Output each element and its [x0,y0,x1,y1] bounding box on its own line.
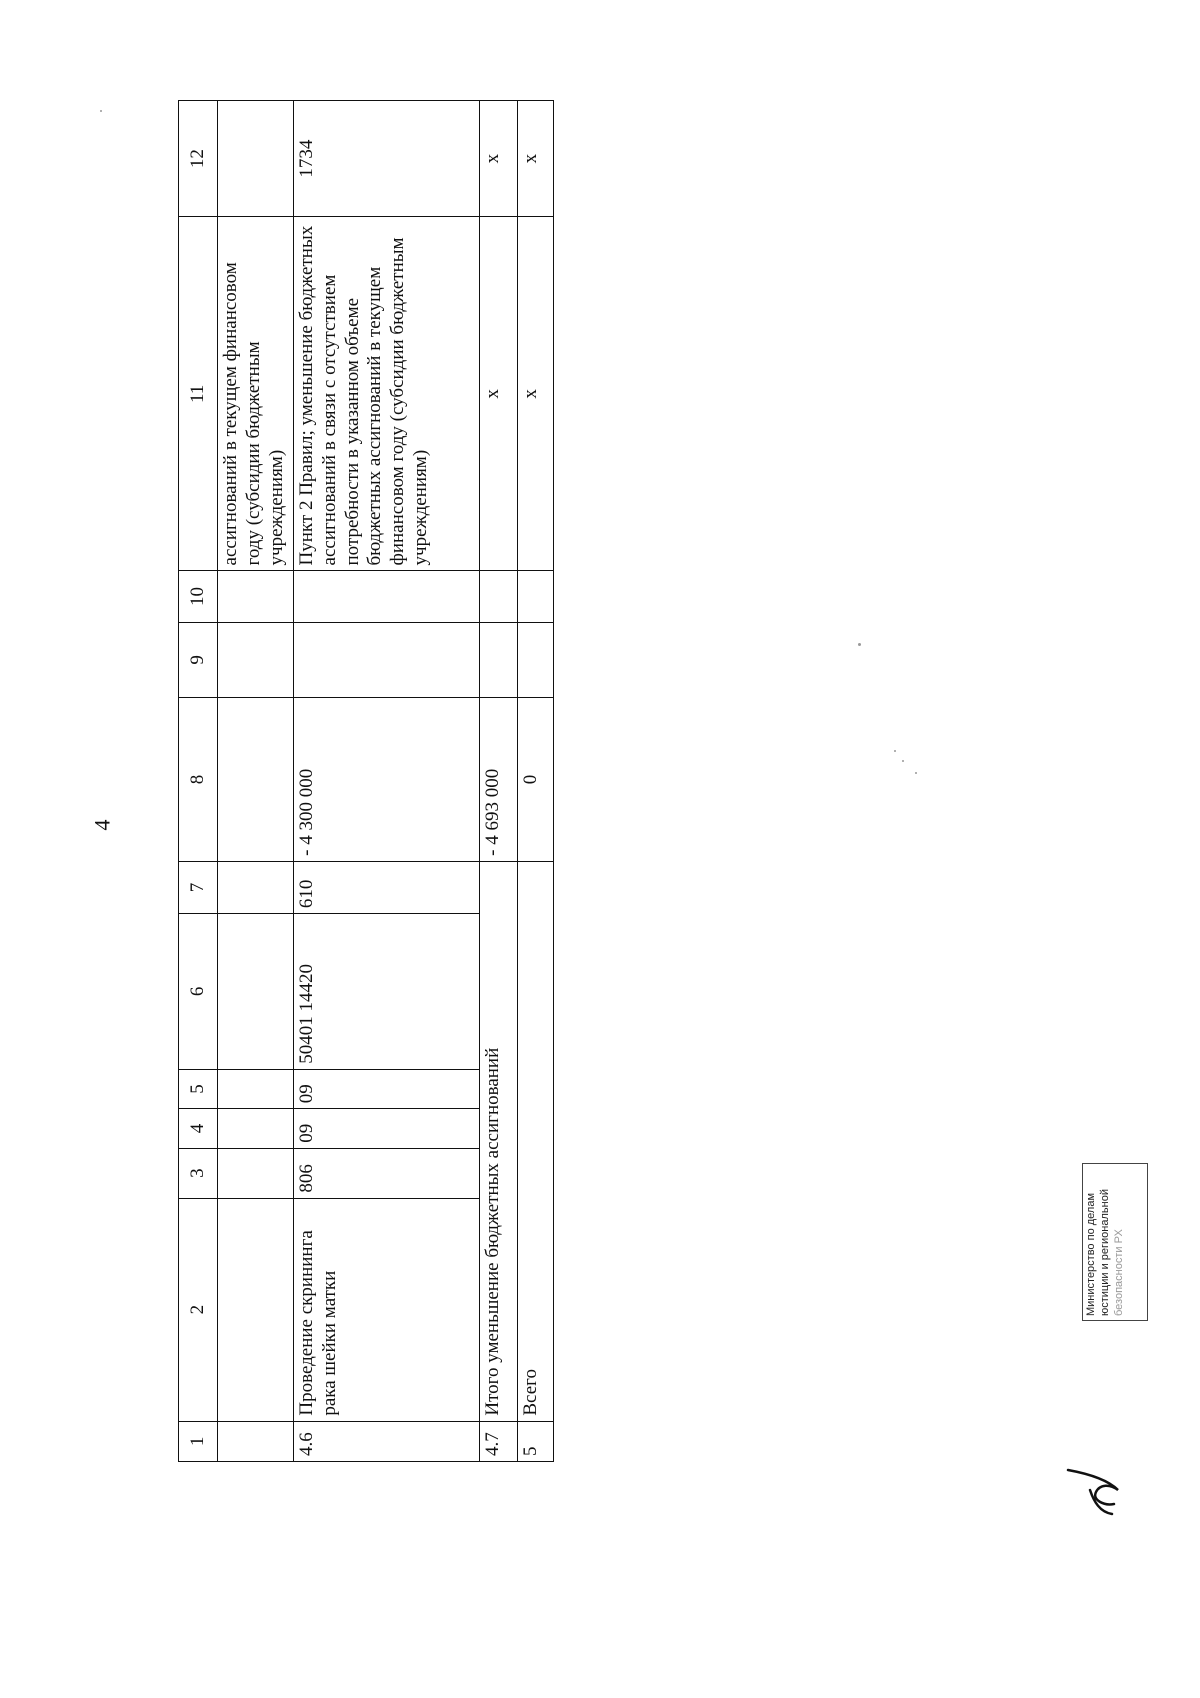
cell-empty [480,571,518,622]
table-row-grand-total [518,101,554,1462]
col-header: 8 [179,698,218,862]
cell-empty [218,622,294,697]
scan-speck [100,110,102,112]
cell-total-label: Итого уменьшение бюджетных ассигнований [480,861,518,1421]
scan-speck [894,750,896,752]
col-header: 3 [179,1148,218,1198]
page-number: 4 [89,819,115,831]
col-header: 9 [179,622,218,697]
cell-code [218,1069,294,1108]
cell-name: Проведение скрининга рака шейки матки [294,1198,480,1421]
cell-amount: - 4 693 000 [480,698,518,862]
cell-number [218,1421,294,1461]
cell-empty [294,622,480,697]
cell-code [218,1148,294,1198]
table-row [218,101,294,1462]
col-header: 2 [179,1198,218,1421]
cell-empty [518,622,554,697]
cell-code: 50401 14420 [294,914,480,1070]
cell-amount: - 4 300 000 [294,698,480,862]
cell-code: 806 [294,1148,480,1198]
cell-amount [218,698,294,862]
cell-code: 610 [294,861,480,913]
cell-code: 09 [294,1109,480,1148]
cell-code [218,861,294,913]
cell-doc [218,101,294,217]
signature [1060,1460,1130,1520]
cell-number: 5 [518,1421,554,1461]
cell-total-label: Всего [518,861,554,1421]
registration-stamp [1082,1163,1148,1321]
cell-x: x [518,101,554,217]
cell-number: 4.7 [480,1421,518,1461]
scan-speck [915,772,917,774]
cell-x: x [480,101,518,217]
cell-number: 4.6 [294,1421,480,1461]
cell-basis: ассигнований в текущем финансовом году (субсидии бюджетным учреждениям) [218,217,294,571]
budget-table [178,100,550,1462]
cell-name [218,1198,294,1421]
cell-empty [294,571,480,622]
table-header-row [179,101,218,1462]
cell-code [218,1109,294,1148]
table-row-total [480,101,518,1462]
col-header: 1 [179,1421,218,1461]
col-header: 12 [179,101,218,217]
col-header: 7 [179,861,218,913]
scan-speck [858,643,861,646]
cell-x: x [480,217,518,571]
col-header: 5 [179,1069,218,1108]
cell-x: x [518,217,554,571]
col-header: 4 [179,1109,218,1148]
cell-doc: 1734 [294,101,480,217]
cell-empty [480,622,518,697]
col-header: 11 [179,217,218,571]
cell-empty [518,571,554,622]
table-row [294,101,480,1462]
col-header: 10 [179,571,218,622]
cell-amount: 0 [518,698,554,862]
cell-code: 09 [294,1069,480,1108]
stamp-line: безопасности РХ [1112,1229,1125,1316]
scan-speck [902,760,904,762]
cell-basis: Пункт 2 Правил; уменьшение бюджетных ассигнований в связи с отсутствием потребности в указанном объеме бюджетных ассигнований в текущем финансовом году (субсидии бюджетным учреждениям) [294,217,480,571]
cell-code [218,914,294,1070]
col-header: 6 [179,914,218,1070]
cell-empty [218,571,294,622]
stamp-line: Министерство по делам [1085,1192,1097,1316]
stamp-line: юстиции и региональной [1098,1189,1111,1316]
